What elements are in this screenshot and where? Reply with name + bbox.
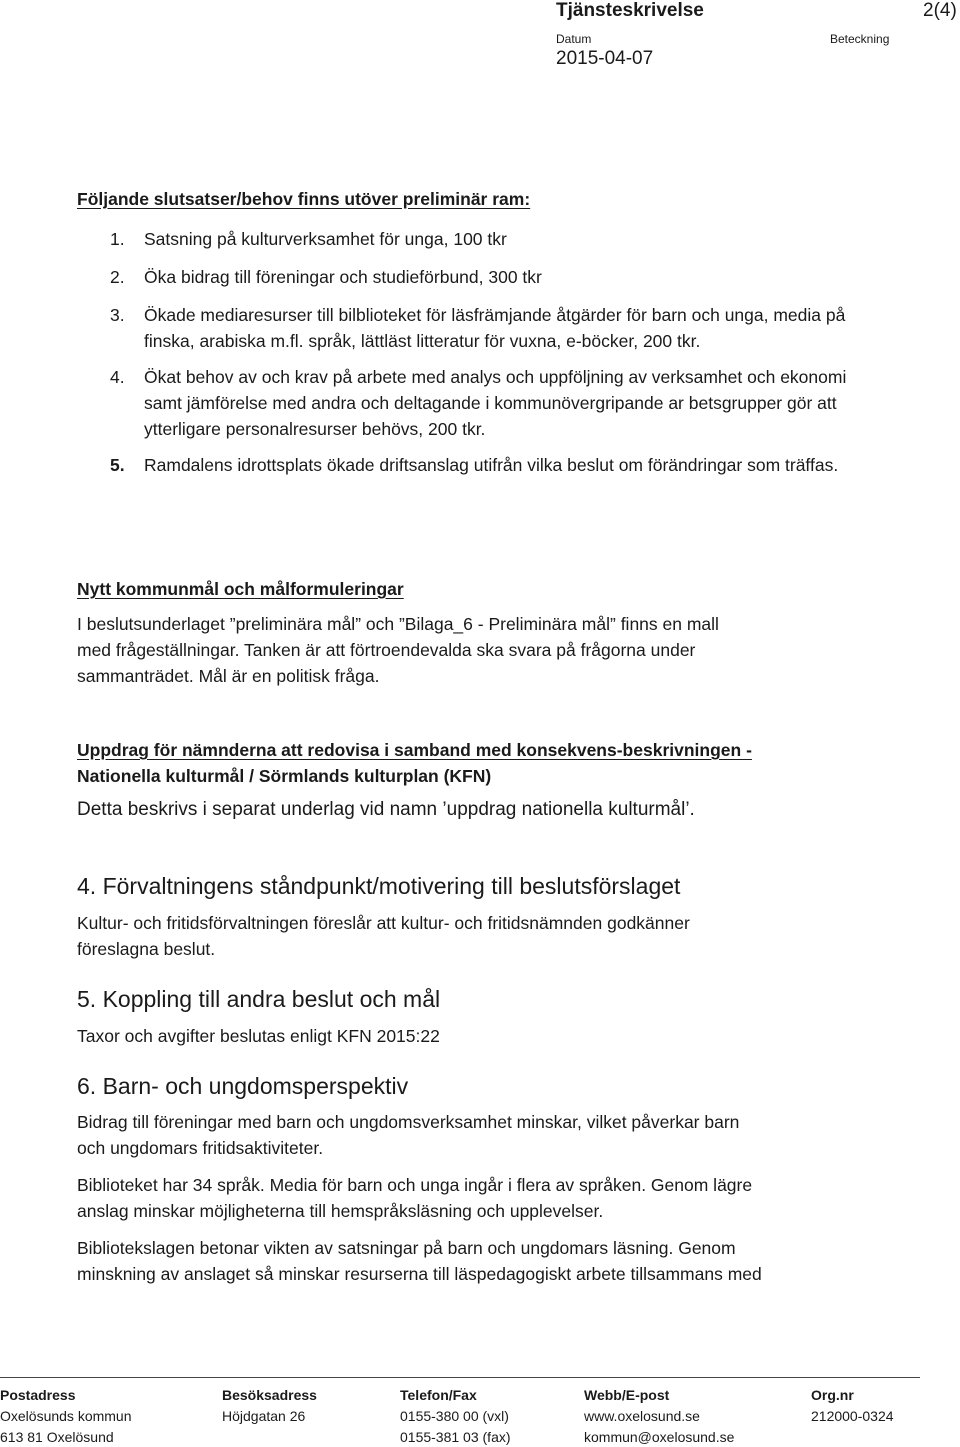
paragraph-line: I beslutsunderlaget ”preliminära mål” och ”Bilaga_6 - Preliminära mål” finns en mall xyxy=(77,614,719,634)
footer-divider xyxy=(0,1377,920,1378)
footer-email-link[interactable]: kommun@oxelosund.se xyxy=(584,1429,735,1445)
section5-text: Taxor och avgifter beslutas enligt KFN 2015:22 xyxy=(77,1026,440,1046)
footer-postadress-2: 613 81 Oxelösund xyxy=(0,1429,114,1445)
page-number: 2(4) xyxy=(923,0,957,21)
footer-postadress-1: Oxelösunds kommun xyxy=(0,1408,132,1424)
footer-webb-link[interactable]: www.oxelosund.se xyxy=(584,1408,700,1424)
footer-telefon-1: 0155-380 00 (vxl) xyxy=(400,1408,509,1424)
footer-besok-1: Höjdgatan 26 xyxy=(222,1408,306,1424)
section6-heading: 6. Barn- och ungdomsperspektiv xyxy=(77,1073,409,1099)
footer-telefon-label: Telefon/Fax xyxy=(400,1387,477,1403)
datum-label: Datum xyxy=(556,32,592,46)
section3-subheading: Nationella kulturmål / Sörmlands kulturplan (KFN) xyxy=(77,766,492,786)
paragraph-line: och ungdomars fritidsaktiviteter. xyxy=(77,1138,324,1158)
paragraph-line: anslag minskar möjligheterna till hemspråksläsning och upplevelser. xyxy=(77,1201,604,1221)
footer-postadress-label: Postadress xyxy=(0,1387,76,1403)
paragraph-line: Bidrag till föreningar med barn och ungdomsverksamhet minskar, vilket påverkar barn xyxy=(77,1112,740,1132)
list-item: 3. Ökade mediaresurser till bilblioteket för läsfrämjande åtgärder för barn och unga, media på finska, arabiska m.fl. språk, lättläst litteratur för vuxna, e-böcker, 200 tkr. xyxy=(110,305,846,351)
needs-list xyxy=(110,226,850,478)
paragraph-line: sammanträdet. Mål är en politisk fråga. xyxy=(77,666,380,686)
list-item: 4. Ökat behov av och krav på arbete med analys och uppföljning av verksamhet och ekonomi samt jämförelse med andra och deltagande i kommunövergripande ar betsgrupper gör att ytterligare personalresurser behövs, 200 tkr. xyxy=(110,367,847,439)
beteckning-label: Beteckning xyxy=(830,32,890,46)
section3-heading: Uppdrag för nämnderna att redovisa i samband med konsekvens-beskrivningen - xyxy=(77,740,752,760)
footer-besok-label: Besöksadress xyxy=(222,1387,317,1403)
section3-text: Detta beskrivs i separat underlag vid namn ’uppdrag nationella kulturmål’. xyxy=(77,799,695,820)
paragraph-line: Kultur- och fritidsförvaltningen föreslår att kultur- och fritidsnämnden godkänner xyxy=(77,913,690,933)
footer-webb-label: Webb/E-post xyxy=(584,1387,670,1403)
footer-telefon-2: 0155-381 03 (fax) xyxy=(400,1429,511,1445)
section5-heading: 5. Koppling till andra beslut och mål xyxy=(77,986,441,1012)
document-title: Tjänsteskrivelse xyxy=(556,0,704,21)
list-item: 1. Satsning på kulturverksamhet för unga, 100 tkr xyxy=(110,229,507,249)
datum-value: 2015-04-07 xyxy=(556,48,654,69)
paragraph-line: minskning av anslaget så minskar resurserna till läspedagogiskt arbete tillsammans med xyxy=(77,1264,762,1284)
paragraph-line: Biblioteket har 34 språk. Media för barn och unga ingår i flera av språken. Genom lägre xyxy=(77,1175,753,1195)
paragraph-line: med frågeställningar. Tanken är att förtroendevalda ska svara på frågorna under xyxy=(77,640,696,660)
footer-org-number: 212000-0324 xyxy=(811,1408,894,1424)
footer-org-label: Org.nr xyxy=(811,1387,854,1403)
list-item: 5. Ramdalens idrottsplats ökade driftsanslag utifrån vilka beslut om förändringar som träffas. xyxy=(110,455,839,475)
list-item: 2. Öka bidrag till föreningar och studieförbund, 300 tkr xyxy=(110,267,542,287)
paragraph-line: Bibliotekslagen betonar vikten av satsningar på barn och ungdomars läsning. Genom xyxy=(77,1238,736,1258)
paragraph-line: föreslagna beslut. xyxy=(77,939,216,959)
section1-heading: Följande slutsatser/behov finns utöver preliminär ram: xyxy=(77,189,531,209)
section4-heading: 4. Förvaltningens ståndpunkt/motivering till beslutsförslaget xyxy=(77,873,681,899)
section2-heading: Nytt kommunmål och målformuleringar xyxy=(77,579,404,599)
